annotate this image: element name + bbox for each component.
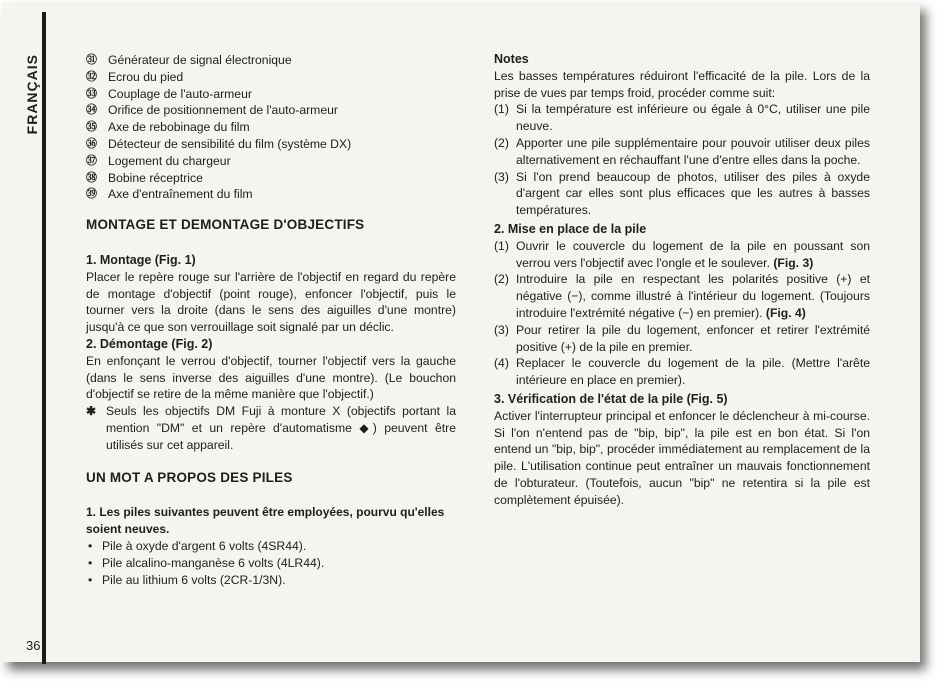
right-column: [494, 51, 870, 509]
item-number: (1): [494, 238, 509, 253]
subheading-mise-en-place: 2. Mise en place de la pile: [494, 221, 647, 236]
parts-list: [86, 52, 456, 203]
notes-title: Notes: [494, 52, 529, 66]
page-number: 36: [26, 638, 41, 653]
figure-ref: (Fig. 3): [773, 255, 814, 270]
item-number: (1): [494, 102, 509, 117]
page-edge-bar: [42, 12, 46, 664]
part-number: ㊴: [86, 188, 97, 201]
part-label: Logement du chargeur: [108, 153, 231, 168]
section-heading-batteries: UN MOT A PROPOS DES PILES: [86, 469, 293, 485]
section-heading-lenses: MONTAGE ET DEMONTAGE D'OBJECTIFS: [86, 217, 365, 233]
part-label: Couplage de l'auto-armeur: [108, 86, 252, 101]
item-text: Si l'on prend beaucoup de photos, utiliser des piles à oxyde d'argent car elles sont plus efficaces que les autres à basses températures.: [516, 169, 870, 218]
figure-ref: (Fig. 4): [765, 305, 806, 320]
list-item: [86, 86, 456, 103]
list-item: [494, 355, 870, 389]
list-item: • Pile au lithium 6 volts (2CR-1/3N).: [86, 572, 456, 589]
list-item: [494, 101, 870, 135]
list-item: [86, 186, 456, 203]
list-item: [494, 135, 870, 169]
item-text: Pour retirer la pile du logement, enfoncer et retirer l'extrémité positive (+) de la pile en premier.: [516, 322, 870, 354]
subheading-batteries: 1. Les piles suivantes peuvent être employées, pourvu qu'elles soient neuves.: [86, 505, 445, 537]
demontage-text: En enfonçant le verrou d'objectif, tourner l'objectif vers la gauche (dans le sens inverse des aiguilles d'une montre). (Le bouchon d'objectif se retire de la même manière que l'objectif.): [86, 353, 456, 402]
part-number: ㉛: [86, 54, 97, 66]
part-number: ㊲: [86, 154, 97, 167]
language-label: FRANÇAIS: [24, 54, 40, 135]
part-label: Orifice de positionnement de l'auto-armeur: [108, 103, 338, 118]
list-item: [86, 52, 456, 69]
item-text: Apporter une pile supplémentaire pour pouvoir utiliser deux piles alternativement en réchauffant l'une d'entre elles dans la poche.: [516, 135, 870, 167]
part-number: ㊳: [86, 171, 97, 184]
item-text: Ouvrir le couvercle du logement de la pile en poussant son verrou vers l'objectif avec l'ongle et le soulever.: [516, 238, 870, 270]
part-number: ㉝: [86, 87, 97, 100]
notes-intro: Les basses températures réduiront l'efficacité de la pile. Lors de la prise de vues par temps froid, procéder comme suit:: [494, 68, 870, 100]
part-number: ㉞: [86, 104, 97, 117]
part-label: Axe de rebobinage du film: [108, 120, 250, 135]
item-number: (2): [494, 135, 509, 150]
list-item: • Pile alcalino-manganèse 6 volts (4LR44).: [86, 555, 456, 572]
item-number: (4): [494, 356, 509, 371]
list-item: [86, 69, 456, 86]
subheading-demontage: 2. Démontage (Fig. 2): [86, 336, 213, 351]
verification-text: Activer l'interrupteur principal et enfoncer le déclencheur à mi-course. Si l'on n'entend pas de "bip, bip", la pile est en bon état. Si l'on entend un "bip, bip", procéder immédiatement au remplacement de la pile. L'utilisation continue peut entraîner un mauvais fonctionnement de l'obturateur. (Toutefois, aucun "bip" ne retentira si la pile est complètement épuisée).: [494, 408, 870, 507]
subheading-verification: 3. Vérification de l'état de la pile (Fig. 5): [494, 391, 728, 406]
list-item: [494, 271, 870, 321]
list-item: [86, 102, 456, 119]
part-number: ㉜: [86, 70, 97, 83]
asterisk-icon: ✱: [86, 404, 97, 419]
list-item: [494, 238, 870, 272]
item-text: Replacer le couvercle du logement de la pile. (Mettre l'arête intérieure en place en premier).: [516, 356, 870, 388]
battery-list: [86, 538, 456, 588]
list-item: • Pile à oxyde d'argent 6 volts (4SR44).: [86, 538, 456, 555]
part-label: Générateur de signal électronique: [108, 53, 292, 67]
list-item: [494, 322, 870, 356]
manual-page: [2, 2, 920, 662]
part-number: ㊱: [86, 137, 97, 150]
lens-note-text: Seuls les objectifs DM Fuji à monture X (objectifs portant la mention "DM" et un repère d'automatisme ◆) peuvent être utilisés sur cet appareil.: [106, 404, 456, 452]
list-item: [86, 170, 456, 187]
list-item: [494, 169, 870, 219]
left-column: [86, 52, 456, 588]
list-item: [86, 119, 456, 136]
part-label: Bobine réceptrice: [108, 170, 203, 185]
item-number: (3): [494, 169, 509, 184]
montage-text: Placer le repère rouge sur l'arrière de l'objectif en regard du repère de montage d'objectif (point rouge), enfoncer l'objectif, puis le tourner vers la droite (dans le sens des aiguilles d'une montre) jusqu'à ce que son verrouillage soit signalé par un déclic.: [86, 269, 456, 335]
item-number: (2): [494, 272, 509, 287]
item-text: Si la température est inférieure ou égale à 0°C, utiliser une pile neuve.: [516, 102, 870, 134]
lens-note: [86, 403, 456, 453]
item-number: (3): [494, 322, 509, 337]
part-number: ㉟: [86, 121, 97, 134]
list-item: [86, 136, 456, 153]
part-label: Détecteur de sensibilité du film (système DX): [108, 136, 352, 151]
part-label: Ecrou du pied: [108, 69, 184, 84]
item-text: Introduire la pile en respectant les polarités positive (+) et négative (−), comme illustré à l'intérieur du logement. (Toujours introduire l'extrémité négative (−) en premier).: [516, 272, 870, 320]
part-label: Axe d'entraînement du film: [108, 187, 253, 202]
list-item: [86, 153, 456, 170]
subheading-montage: 1. Montage (Fig. 1): [86, 252, 196, 267]
